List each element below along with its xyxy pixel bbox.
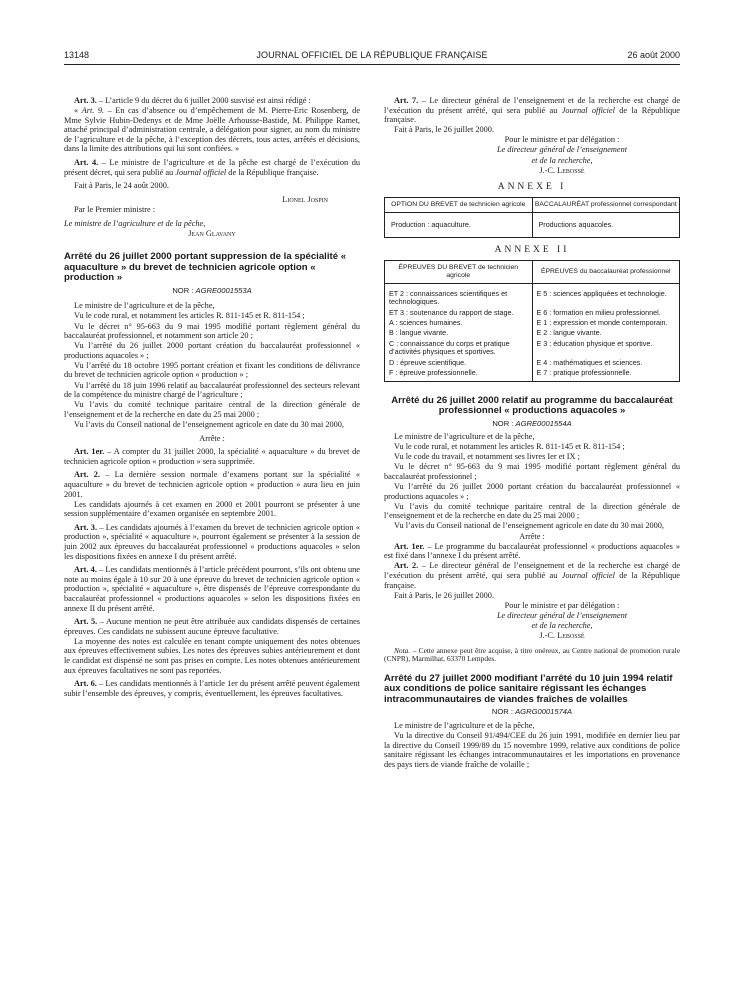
table-cell: B : langue vivante.: [385, 328, 533, 338]
issue-date: 26 août 2000: [627, 50, 680, 60]
article-1: Art. 1er. – Le programme du baccalauréat professionnel « productions aquacoles » est fixé dans l’annexe I du présent arrêté.: [384, 541, 680, 561]
arrete-heading: Arrête :: [519, 531, 545, 541]
annexe-1-title: ANNEXE I: [497, 182, 567, 193]
table-cell: E 4 : mathématiques et sciences.: [532, 358, 680, 368]
director-name: J.-C. Lebossé: [539, 165, 585, 175]
table-row: [385, 318, 680, 328]
paragraph: Vu l’arrêté du 18 juin 1996 relatif au baccalauréat professionnel des secteurs relevant de la compétence du ministre chargé de l’agriculture ;: [64, 380, 360, 400]
table-row: [385, 339, 680, 358]
article-3: Art. 3. – L’article 9 du décret du 6 juillet 2000 susvisé est ainsi rédigé :: [74, 96, 311, 105]
article-4b: Art. 4. – Les candidats mentionnés à l’article précédent pourront, s’ils ont obtenu une note au moins égale à 10 sur 20 à une épreuve du brevet de technicien agricole option « production », spécialité « aquaculture », être dispensés de l’épreuve correspondante du baccalauréat professionnel « productions aquacoles » selon les dispositions fixées en annexe II du présent arrêté.: [64, 565, 360, 613]
table-cell: A : sciences humaines.: [385, 318, 533, 328]
table-cell: E 5 : sciences appliquées et technologie.: [532, 283, 680, 307]
paragraph: Vu l’arrêté du 26 juillet 2000 portant création du baccalauréat professionnel « productions aquacoles » ;: [384, 482, 680, 501]
journal-title: JOURNAL OFFICIEL DE LA RÉPUBLIQUE FRANÇAISE: [256, 50, 488, 60]
paragraph: Vu le code du travail, et notamment ses livres Ier et IX ;: [394, 452, 580, 462]
article-7: Art. 7. – Le directeur général de l’enseignement et de la recherche est chargé de l’exécution du présent arrêté, qui sera publié au Journal officiel de la République française.: [384, 96, 680, 125]
decree-title-programme: Arrêté du 26 juillet 2000 relatif au programme du baccalauréat professionnel « productions aquacoles »: [391, 394, 673, 416]
page-number: 13148: [64, 50, 90, 60]
paragraph: Vu le code rural, et notamment les articles R. 811-145 et R. 811-154 ;: [74, 311, 305, 321]
annexe-2-table: [384, 260, 680, 382]
decree-title-aquaculture: Arrêté du 26 juillet 2000 portant suppression de la spécialité « aquaculture » du brevet de technicien agricole option « production »: [64, 251, 347, 284]
table-cell: F : épreuve professionnelle.: [385, 368, 533, 381]
table-cell: E 6 : formation en milieu professionnel.: [532, 308, 680, 318]
done-at-paris: Fait à Paris, le 26 juillet 2000.: [394, 590, 495, 600]
paragraph: Vu l’arrêté du 26 juillet 2000 portant création du baccalauréat professionnel « productions aquacoles » ;: [64, 341, 360, 360]
table-row: [385, 328, 680, 338]
table-cell: ET 3 : soutenance du rapport de stage.: [385, 308, 533, 318]
table-header: OPTION DU BREVET de technicien agricole: [385, 197, 533, 212]
paragraph: Le ministre de l’agriculture et de la pêche,: [394, 432, 535, 442]
nota: Nota. – Cette annexe peut être acquise, à titre onéreux, au Centre national de promotion rurale (CNPR), Marmilhat, 63370 Lempdes.: [384, 645, 680, 664]
table-cell: D : épreuve scientifique.: [385, 358, 533, 368]
table-cell: E 3 : éducation physique et sportive.: [532, 339, 680, 358]
header-rule: [64, 64, 680, 65]
table-row: [385, 368, 680, 381]
table-cell: E 2 : langue vivante.: [532, 328, 680, 338]
table-header: BACCALAURÉAT professionnel correspondant: [532, 197, 680, 212]
page-header: [64, 50, 680, 64]
article-6: Art. 6. – Les candidats mentionnés à l’article 1er du présent arrêté peuvent également subir l’ensemble des épreuves, y compris, éventuellement, les épreuves facultatives.: [64, 679, 360, 698]
annexe-1-table: [384, 197, 680, 238]
nor-code: NOR : AGRG0001574A: [491, 707, 573, 717]
annexe-2-title: ANNEXE II: [494, 245, 570, 256]
paragraph: Vu le code rural, et notamment les articles R. 811-145 et R. 811-154 ;: [394, 442, 625, 452]
decree-title-volailles: Arrêté du 27 juillet 2000 modifiant l’arrêté du 10 juin 1994 relatif aux conditions de police sanitaire régissant les échanges intracommunautaires de viandes fraîches de volailles: [384, 672, 673, 705]
signatory: Lionel Jospin: [282, 194, 328, 204]
table-header: ÉPREUVES du baccalauréat professionnel: [532, 260, 680, 283]
paragraph: Vu le décret n° 95-663 du 9 mai 1995 modifié portant règlement général du baccalauréat professionnel ;: [384, 462, 680, 481]
paragraph: Le ministre de l’agriculture et de la pêche,: [394, 720, 535, 730]
minister-title: Le ministre de l’agriculture et de la pêche,: [64, 218, 206, 228]
article-2: Art. 2. – La dernière session normale d’examens portant sur la spécialité « aquaculture » du brevet de technicien agricole option « production » aura lieu en juin 2001.: [64, 470, 360, 499]
article-5: Art. 5. – Aucune mention ne peut être attribuée aux candidats dispensés de certaines épreuves. Ces candidats ne subissent aucune épreuve facultative.: [64, 617, 360, 636]
table-cell: Productions aquacoles.: [532, 212, 680, 237]
director-title-2: et de la recherche,: [531, 620, 593, 630]
paragraph: Vu la directive du Conseil 91/494/CEE du 26 juin 1991, modifiée en dernier lieu par la directive du Conseil 1999/89 du 15 novembre 1999, relative aux conditions de police sanitaire régissant les échanges intracommunautaires et les importations en provenance des pays tiers de viande fraîche de volaille ;: [384, 730, 680, 769]
paragraph: La moyenne des notes est calculée en tenant compte uniquement des notes obtenues aux épreuves effectivement subies. Les notes des épreuves subies antérieurement et dont le candidat est dispensé ne sont pas prises en compte. Les notes obtenues antérieurement aux épreuves facultatives ne sont pas reportées.: [64, 636, 360, 675]
table-cell: C : connaissance du corps et pratique d’activités physiques et sportives.: [385, 339, 533, 358]
article-3b: Art. 3. – Les candidats ajournés à l’examen du brevet de technicien agricole option « production », spécialité « aquaculture », pourront également se présenter à la session de juin 2002 aux épreuves du baccalauréat professionnel « productions aquacoles » selon les dispositions fixées en annexe I du présent arrêté.: [64, 522, 360, 561]
paragraph: Vu l’arrêté du 18 octobre 1995 portant création et fixant les conditions de délivrance du brevet de technicien agricole option « production » ;: [64, 360, 360, 380]
minister-name: Jean Glavany: [188, 228, 236, 238]
director-title: Le directeur général de l’enseignement: [496, 145, 628, 155]
paragraph: Vu le décret n° 95-663 du 9 mai 1995 modifié portant règlement général du baccalauréat professionnel, et notamment son article 20 ;: [64, 321, 360, 341]
table-header: ÉPREUVES DU BREVET de technicien agricole: [385, 260, 533, 283]
article-2: Art. 2. – Le directeur général de l’enseignement et de la recherche est chargé de l’exécution du présent arrêté, qui sera publié au Journal officiel de la République française.: [384, 561, 680, 590]
par-premier-ministre: Par le Premier ministre :: [74, 204, 156, 214]
done-at-paris: Fait à Paris, le 26 juillet 2000.: [394, 125, 495, 135]
arrete-heading: Arrête :: [199, 433, 225, 443]
article-4: Art. 4. – Le ministre de l’agriculture et de la pêche est chargé de l’exécution du présent décret, qui sera publié au Journal officiel de la République française.: [64, 158, 360, 177]
paragraph: Vu l’avis du comité technique paritaire central de la direction générale de l’enseignement et de la recherche en date du 25 mai 2000 ;: [64, 400, 360, 419]
nor-code: NOR : AGRE0001554A: [492, 418, 572, 428]
director-title: Le directeur général de l’enseignement: [496, 610, 628, 620]
table-row: [385, 358, 680, 368]
paragraph: Vu l’avis du Conseil national de l’enseignement agricole en date du 30 mai 2000,: [74, 419, 345, 429]
table-row: [385, 308, 680, 318]
table-cell: E 1 : expression et monde contemporain.: [532, 318, 680, 328]
article-9-quote: « Art. 9. – En cas d’absence ou d’empêchement de M. Pierre-Eric Rosenberg, de Mme Sylvie Hubin-Dedenys et de Mme Joëlle Arhousse-Bastide, M. Philippe Ramet, attaché principal d’administration centrale, a délégation pour signer, au nom du ministre de l’agriculture et de la pêche, à l’exception des décrets, tous actes, arrêtés et décisions, dans la limite des attributions qui lui sont confiées. »: [64, 106, 361, 154]
right-column: [384, 96, 680, 770]
nor-code: NOR : AGRE0001553A: [172, 285, 252, 295]
left-column: [64, 96, 360, 699]
paragraph: Vu l’avis du comité technique paritaire central de la direction générale de l’enseignement et de la recherche en date du 25 mai 2000 ;: [384, 501, 680, 521]
table-cell: ET 2 : connaissances scientifiques et technologiques.: [385, 283, 533, 307]
table-cell: E 7 : pratique professionnelle.: [532, 368, 680, 381]
director-name: J.-C. Lebossé: [539, 630, 585, 640]
paragraph: Le ministre de l’agriculture et de la pêche,: [74, 301, 215, 311]
paragraph: Les candidats ajournés à cet examen en 2000 et 2001 pourront se présenter à une session supplémentaire d’examen organisée en septembre 2001.: [64, 499, 360, 519]
article-1: Art. 1er. – A compter du 31 juillet 2000, la spécialité « aquaculture » du brevet de technicien agricole option « production » sera supprimée.: [64, 447, 360, 466]
delegation: Pour le ministre et par délégation :: [504, 600, 620, 610]
delegation: Pour le ministre et par délégation :: [504, 135, 620, 145]
paragraph: Vu l’avis du Conseil national de l’enseignement agricole en date du 30 mai 2000,: [394, 521, 665, 531]
director-title-2: et de la recherche,: [531, 155, 593, 165]
table-cell: Production : aquaculture.: [385, 212, 533, 237]
done-at-paris: Fait à Paris, le 24 août 2000.: [74, 181, 169, 191]
table-row: [385, 283, 680, 307]
